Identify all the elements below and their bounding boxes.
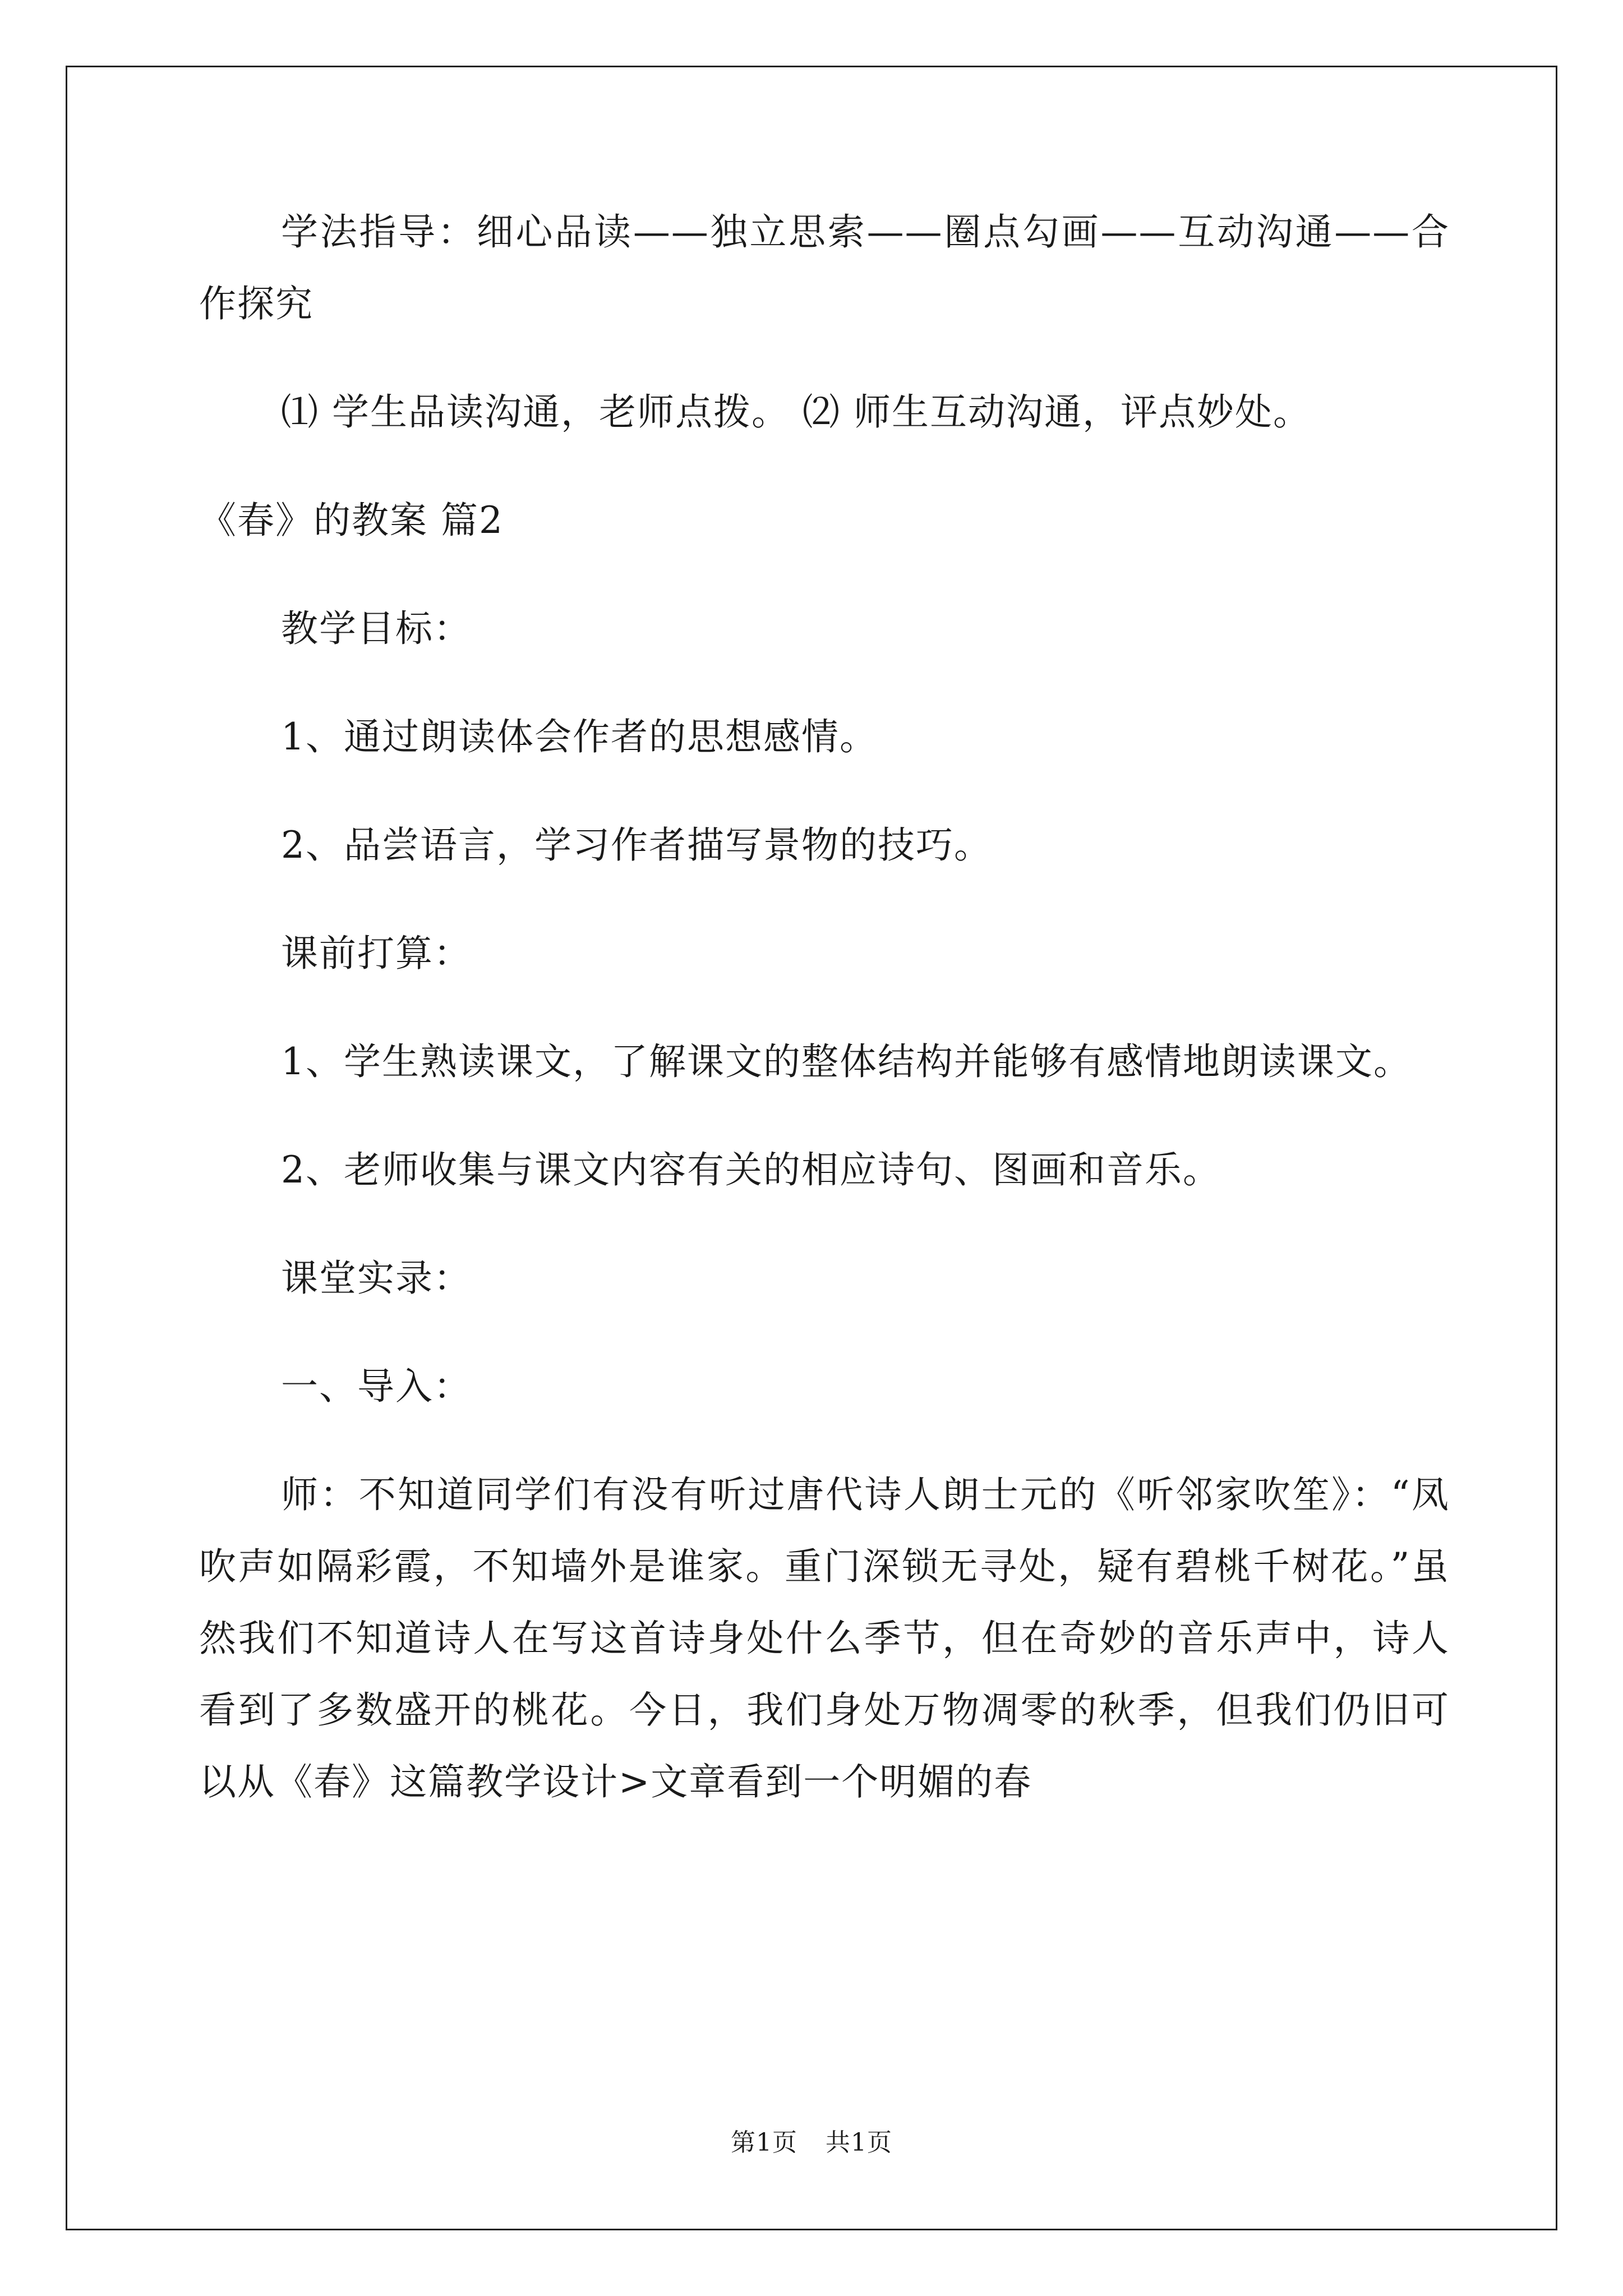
paragraph-teaching-goals-heading: 教学目标： [281,607,472,650]
paragraph-goal-1: 1、通过朗读体会作者的思想感情。 [281,715,878,758]
paragraph-preparation-2: 2、老师收集与课文内容有关的相应诗句、图画和音乐。 [281,1148,1221,1191]
paragraph-classroom-record-heading: 课堂实录： [281,1257,472,1300]
paragraph-teacher-intro: 师：不知道同学们有没有听过唐代诗人朗士元的《听邻家吹笙》：“凤吹声如隔彩霞，不知墙外是谁家。重门深锁无寻处，疑有碧桃千树花。”虽然我们不知道诗人在写这首诗身处什么季节，但在奇妙的音乐声中，诗人看到了多数盛开的桃花。今日，我们身处万物凋零的秋季，但我们仍旧可以从《春》这篇教学设计>文章看到一个明媚的春 [199,1473,1450,1803]
page-total: 共1页 [826,2128,892,2157]
paragraph-goal-2: 2、品尝语言，学习作者描写景物的技巧。 [281,823,992,867]
document-body [199,196,1450,1855]
paragraph-preparation-1: 1、学生熟读课文，了解课文的整体结构并能够有感情地朗读课文。 [281,1040,1412,1083]
paragraph-preparation-heading: 课前打算： [281,932,472,975]
paragraph-steps: ⑴ 学生品读沟通，老师点拨。 ⑵ 师生互动沟通，评点妙处。 [281,390,1311,434]
page-number: 第1页 [731,2128,797,2157]
paragraph-study-method: 学法指导：细心品读——独立思索——圈点勾画——互动沟通——合作探究 [199,210,1450,325]
paragraph-introduction-heading: 一、导入： [281,1365,472,1408]
page-footer [0,2126,1623,2160]
section-heading: 《春》的教案 篇2 [199,499,504,542]
